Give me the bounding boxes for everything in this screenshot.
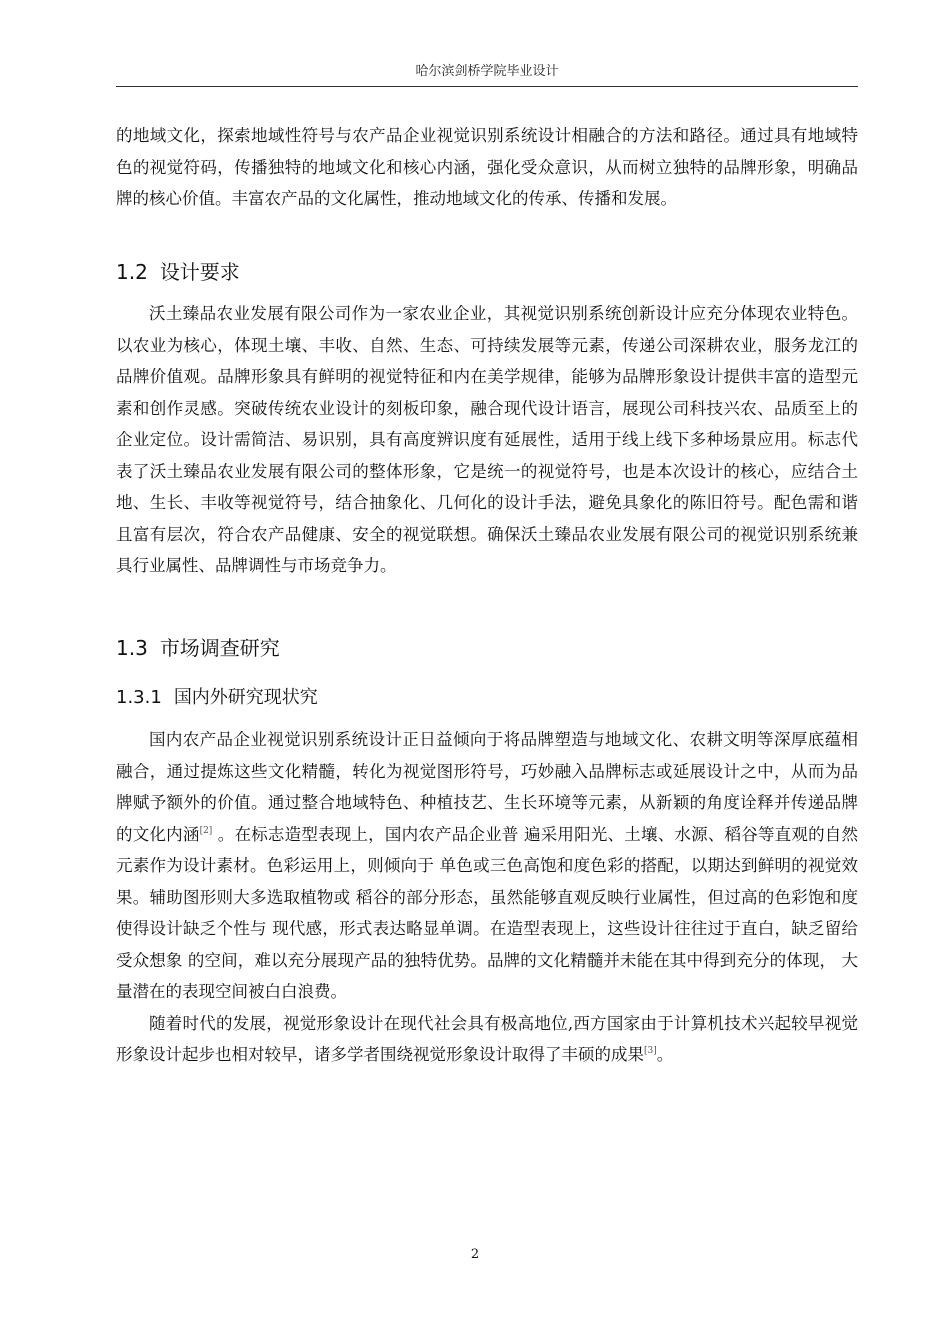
paragraph-design-requirements: 沃土臻品农业发展有限公司作为一家农业企业，其视觉识别系统创新设计应充分体现农业特色。以农业为核心，体现土壤、丰收、自然、生态、可持续发展等元素，传递公司深耕农业，服务龙江的品牌价值观。品牌形象具有鲜明的视觉特征和内在美学规律，能够为品牌形象设计提供丰富的造型元素和创作灵感。突破传统农业设计的刻板印象，融合现代设计语言，展现公司科技兴农、品质至上的企业定位。设计需简洁、易识别，具有高度辨识度有延展性，适用于线上线下多种场景应用。标志代表了沃土臻品农业发展有限公司的整体形象，它是统一的视觉符号，也是本次设计的核心，应结合土地、生长、丰收等视觉符号，结合抽象化、几何化的设计手法，避免具象化的陈旧符号。配色需和谐且富有层次，符合农产品健康、安全的视觉联想。确保沃土臻品农业发展有限公司的视觉识别系统兼具行业属性、品牌调性与市场竞争力。 xyxy=(116,304,858,575)
paragraph-domestic-research xyxy=(116,724,858,1008)
paragraph-foreign-research xyxy=(116,1008,858,1071)
section-1-3-1-body xyxy=(116,724,858,1071)
paragraph-intro: 的地域文化，探索地域性符号与农产品企业视觉识别系统设计相融合的方法和路径。通过具有地域特色的视觉符码，传播独特的地域文化和核心内涵，强化受众意识，从而树立独特的品牌形象，明确品牌的核心价值。丰富农产品的文化属性，推动地域文化的传承、传播和发展。 xyxy=(116,126,858,208)
intro-paragraph xyxy=(116,120,858,215)
section-number: 1.3 xyxy=(116,636,148,660)
section-heading-1-3-1 xyxy=(116,683,318,709)
section-title: 设计要求 xyxy=(159,260,240,284)
paragraph-text: 随着时代的发展，视觉形象设计在现代社会具有极高地位,西方国家由于计算机技术兴起较早视觉形象设计起步也相对较早，诸多学者围绕视觉形象设计取得了丰硕的成果 xyxy=(116,1013,858,1064)
citation-3: [3] xyxy=(644,1046,657,1056)
citation-2: [2] xyxy=(199,825,213,836)
section-1-2-body xyxy=(116,298,858,582)
paragraph-text: 国内农产品企业视觉识别系统设计正日益倾向于将品牌塑造与地域文化、农耕文明等深厚底蕴相融合，通过提炼这些文化精髓，转化为视觉图形符号，巧妙融入品牌标志或延展设计之中，从而为品牌赋予额外的价值。通过整合地域特色、种植技艺、生长环境等元素，从新颖的角度诠释并传递品牌的文化内涵 xyxy=(116,730,858,844)
paragraph-text: 。在标志造型表现上，国内农产品企业普 遍采用阳光、土壤、水源、稻谷等直观的自然元素作为设计素材。色彩运用上，则倾向于 单色或三色高饱和度色彩的搭配，以期达到鲜明的视觉效果。辅助图形则大多选取植物或 稻谷的部分形态，虽然能够直观反映行业属性，但过高的色彩饱和度使得设计缺乏个性与 现代感，形式表达略显单调。在造型表现上，这些设计往往过于直白，缺乏留给受众想象 的空间，难以充分展现产品的独特优势。品牌的文化精髓并未能在其中得到充分的体现， 大量潜在的表现空间被白白浪费。 xyxy=(116,824,859,1001)
section-title: 市场调查研究 xyxy=(159,636,280,660)
section-number: 1.3.1 xyxy=(116,687,162,708)
section-heading-1-3 xyxy=(116,632,280,661)
section-title: 国内外研究现状究 xyxy=(173,687,318,708)
page-number: 2 xyxy=(470,1247,480,1262)
section-heading-1-2 xyxy=(116,256,240,285)
page-header: 哈尔滨剑桥学院毕业设计 xyxy=(116,60,858,87)
paragraph-text: 。 xyxy=(656,1045,674,1064)
section-number: 1.2 xyxy=(116,260,148,284)
